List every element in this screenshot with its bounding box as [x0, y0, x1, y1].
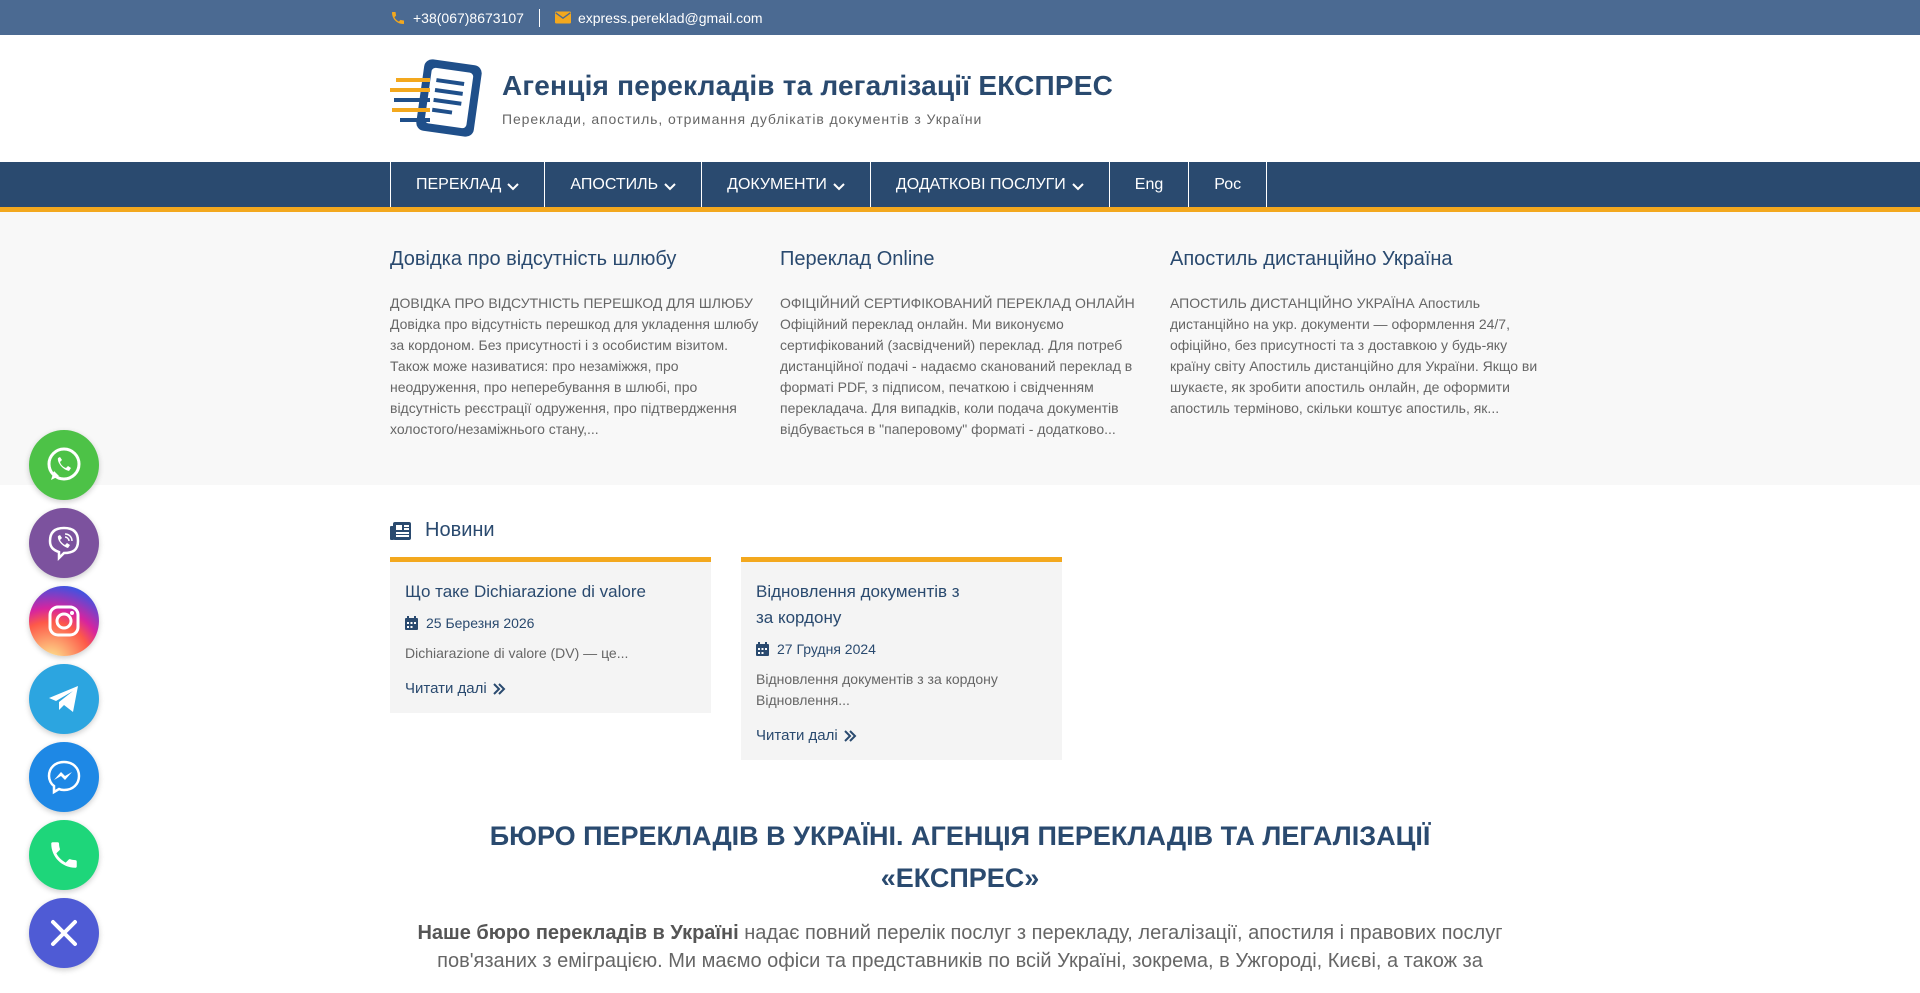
double-chevron-right-icon: [844, 730, 857, 742]
news-card-excerpt: Dichiarazione di valore (DV) — це...: [405, 645, 629, 661]
phone-icon: [47, 838, 81, 872]
nav-item-apostil[interactable]: [544, 162, 701, 207]
phone-icon: [390, 10, 406, 26]
instagram-icon: [46, 603, 82, 639]
read-more-link[interactable]: [405, 680, 696, 697]
featured-post-excerpt: АПОСТИЛЬ ДИСТАНЦІЙНО УКРАЇНА Апостиль дистанційно на укр. документи — оформлення 24/7, офіційно, без присутності та з доставкою у будь-яку країну світу Апостиль дистанційно для України. Якщо ви шукаєте, як зробити апостиль онлайн, де оформити апостиль терміново, скільки коштує апостиль, як...: [1170, 295, 1538, 416]
whatsapp-button[interactable]: [29, 430, 99, 500]
whatsapp-icon: [44, 445, 84, 485]
topbar-email[interactable]: [555, 10, 763, 26]
news-section: [0, 485, 1920, 815]
nav-item-label: Eng: [1134, 175, 1164, 193]
featured-post-excerpt: ОФІЦІЙНИЙ СЕРТИФІКОВАНИЙ ПЕРЕКЛАД ОНЛАЙН Офіційний переклад онлайн. Ми виконуємо сертифікований (засвідчений) переклад. Для потреб дистанційної подачі - надаємо сканований переклад в форматі PDF, з підписом, печаткою і свідченням перекладача. Для випадків, коли подача документів відбувається в "паперовому" форматі - додатково...: [780, 295, 1135, 437]
news-heading-text: Новини: [425, 519, 495, 541]
viber-icon: [45, 524, 83, 562]
topbar-phone-text: +38(067)8673107: [413, 9, 524, 26]
nav-item-label: ДОДАТКОВІ ПОСЛУГИ: [895, 175, 1066, 193]
nav-item-label: Рос: [1214, 175, 1242, 193]
featured-post-excerpt: ДОВІДКА ПРО ВІДСУТНІСТЬ ПЕРЕШКОД ДЛЯ ШЛЮБУ Довідка про відсутність перешкод для укладення шлюбу за кордоном. Без присутності і з особистим візитом. Також може називатися: про незаміжжя, про неодруження, про неперебування в шлюбі, про відсутність реєстрації одруження, про підтвердження холостого/незаміжнього стану,...: [390, 295, 759, 437]
featured-post: [390, 247, 760, 440]
nav-item-dokumenty[interactable]: [701, 162, 870, 207]
news-card-date: [405, 615, 696, 631]
double-chevron-right-icon: [493, 683, 506, 695]
read-more-label: Читати далі: [405, 680, 487, 697]
news-card-date-text: 25 Березня 2026: [426, 615, 535, 631]
messenger-icon: [45, 758, 83, 796]
about-heading: БЮРО ПЕРЕКЛАДІВ В УКРАЇНІ. АГЕНЦІЯ ПЕРЕКЛАДІВ ТА ЛЕГАЛІЗАЦІЇ «ЕКСПРЕС»: [489, 821, 1431, 893]
news-card-title[interactable]: Що таке Dichiarazione di valore: [405, 582, 646, 601]
news-card-date-text: 27 Грудня 2024: [777, 641, 876, 657]
featured-post: [780, 247, 1150, 440]
news-cards: [390, 557, 1674, 760]
chevron-down-icon: [1072, 183, 1084, 191]
featured-post-title[interactable]: Апостиль дистанційно Україна: [1170, 248, 1453, 270]
main-navigation: [0, 162, 1920, 212]
site-logo[interactable]: [390, 58, 492, 140]
top-bar: [0, 0, 1920, 35]
topbar-divider: [539, 9, 540, 27]
chevron-down-icon: [507, 183, 519, 191]
nav-item-label: ДОКУМЕНТИ: [727, 175, 827, 193]
topbar-phone[interactable]: [390, 10, 524, 26]
news-card: [390, 557, 711, 713]
nav-item-ros[interactable]: [1188, 162, 1267, 207]
news-card-date: [756, 641, 1047, 657]
phone-call-button[interactable]: [29, 820, 99, 890]
telegram-icon: [45, 680, 83, 718]
envelope-icon: [555, 11, 571, 24]
featured-post-title[interactable]: Переклад Online: [780, 248, 935, 270]
viber-button[interactable]: [29, 508, 99, 578]
nav-item-eng[interactable]: [1109, 162, 1188, 207]
chevron-down-icon: [664, 183, 676, 191]
newspaper-icon: [390, 522, 411, 540]
read-more-label: Читати далі: [756, 727, 838, 744]
about-text: [405, 919, 1515, 975]
featured-post: [1170, 247, 1540, 440]
nav-item-label: ПЕРЕКЛАД: [416, 175, 502, 193]
news-card: [741, 557, 1062, 760]
nav-item-label: АПОСТИЛЬ: [570, 175, 659, 193]
about-body: надає повний перелік послуг з перекладу, легалізації, апостиля і правових послуг пов'язаних з еміграцією. Ми маємо офіси та представників по всій Україні, зокрема, в Ужгороді, Києві, а також за: [437, 922, 1503, 972]
read-more-link[interactable]: [756, 727, 1047, 744]
site-title[interactable]: Агенція перекладів та легалізації ЕКСПРЕС: [502, 70, 1114, 101]
news-card-excerpt: Відновлення документів з за кордону Відновлення...: [756, 671, 998, 708]
news-heading: [390, 519, 1674, 542]
featured-posts: [0, 212, 1920, 485]
telegram-button[interactable]: [29, 664, 99, 734]
featured-post-title[interactable]: Довідка про відсутність шлюбу: [390, 248, 677, 270]
chevron-down-icon: [833, 183, 845, 191]
nav-item-pereklad[interactable]: [390, 162, 544, 207]
nav-item-dodatkovi[interactable]: [870, 162, 1109, 207]
calendar-icon: [405, 616, 418, 630]
site-branding: [502, 70, 1113, 127]
social-float-bar: [29, 430, 99, 968]
close-icon: [49, 918, 79, 948]
news-card-title[interactable]: Відновлення документів з за кордону: [756, 582, 960, 627]
instagram-button[interactable]: [29, 586, 99, 656]
topbar-email-text: express.pereklad@gmail.com: [577, 9, 763, 26]
messenger-button[interactable]: [29, 742, 99, 812]
about-section: [0, 815, 1920, 975]
site-description: Переклади, апостиль, отримання дублікатів документів з України: [502, 111, 983, 127]
close-social-button[interactable]: [29, 898, 99, 968]
about-bold-lead: Наше бюро перекладів в Україні: [417, 922, 739, 944]
calendar-icon: [756, 642, 769, 656]
site-header: [0, 35, 1920, 162]
